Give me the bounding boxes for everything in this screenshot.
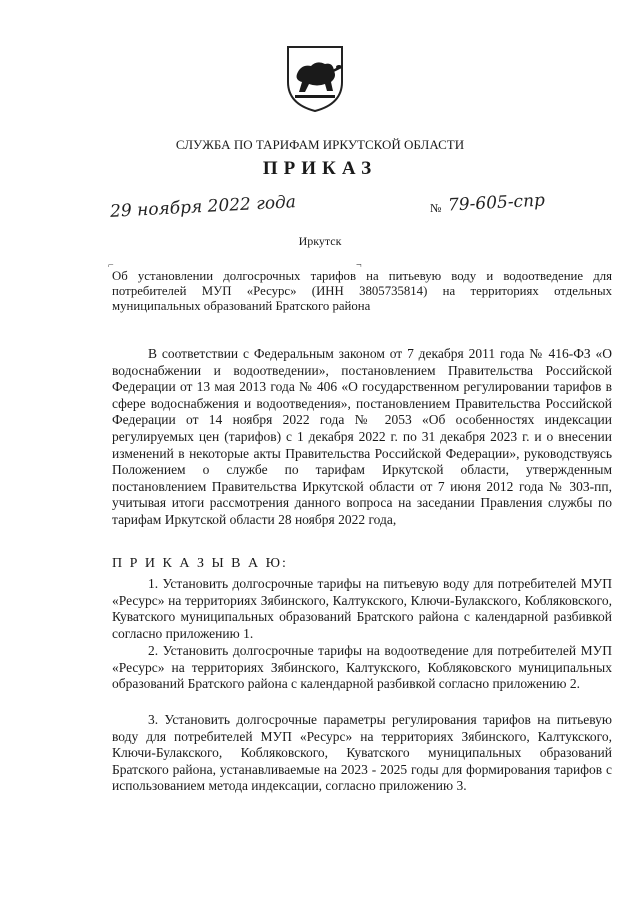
order-block xyxy=(112,556,612,573)
preamble-paragraph: В соответствии с Федеральным законом от 7 декабря 2011 года № 416-ФЗ «О водоснабжении и водоотведении», постановлением Правительства Российской Федерации от 13 мая 2013 года № 406 «О государственном регулировании тарифов в сфере водоснабжения и водоотведения», постановлением Правительства Российской Федерации от 14 ноября 2022 года № 2053 «Об особенностях индексации регулируемых цен (тарифов) с 1 декабря 2022 г. по 31 декабря 2023 г. и о внесении изменений в некоторые акты Правительства Российской Федерации», руководствуясь Положением о службе по тарифам Иркутской области, утвержденным постановлением Правительства Иркутской области от 7 июня 2012 года № 303-пп, учитывая итоги рассмотрения данного вопроса на заседании Правления службы по тарифам Иркутской области 28 ноября 2022 года, xyxy=(112,346,612,527)
subject-line: Об установлении долгосрочных тарифов на питьевую воду и водоотведение для потребителей МУП «Ресурс» (ИНН 3805735814) на территориях отдельных муниципальных образований Братского района xyxy=(112,269,612,313)
list-item: 1. Установить долгосрочные тарифы на питьевую воду для потребителей МУП «Ресурс» на территориях Зябинского, Калтукского, Ключи-Булакского, Кобляковского, Куватского муниципальных образований Братского района с календарной разбивкой согласно приложению 1. xyxy=(112,576,612,641)
list-item: 3. Установить долгосрочные параметры регулирования тарифов на питьевую воду для потребителей МУП «Ресурс» на территориях Зябинского, Калтукского, Ключи-Булакского, Кобляковского, Куватского муниципальных образований Братского района, устанавливаемые на 2023 - 2025 годы для формирования тарифов с использованием метода индексации, согласно приложению 3. xyxy=(112,712,612,794)
number-label: № xyxy=(430,201,442,215)
handwritten-order-number: 79-605-спр xyxy=(447,190,546,216)
order-word: П Р И К А З Ы В А Ю: xyxy=(112,556,288,571)
items-block xyxy=(112,576,612,642)
document-type-title: ПРИКАЗ xyxy=(262,158,378,179)
preamble-block xyxy=(112,346,612,529)
coat-of-arms-emblem xyxy=(285,44,345,114)
items-block-2 xyxy=(112,643,612,693)
items-block-3 xyxy=(112,712,612,795)
bracket-mark-right: ¬ xyxy=(356,260,362,271)
city: Иркутск xyxy=(298,234,342,248)
bracket-mark-left: ⌐ xyxy=(108,260,114,271)
list-item: 2. Установить долгосрочные тарифы на водоотведение для потребителей МУП «Ресурс» на территориях Зябинского, Калтукского, Кобляковского муниципальных образований Братского района с календарной разбивкой согласно приложению 2. xyxy=(112,643,612,692)
handwritten-date: 29 ноября 2022 года xyxy=(109,192,297,222)
agency-name: СЛУЖБА ПО ТАРИФАМ ИРКУТСКОЙ ОБЛАСТИ xyxy=(175,137,465,152)
